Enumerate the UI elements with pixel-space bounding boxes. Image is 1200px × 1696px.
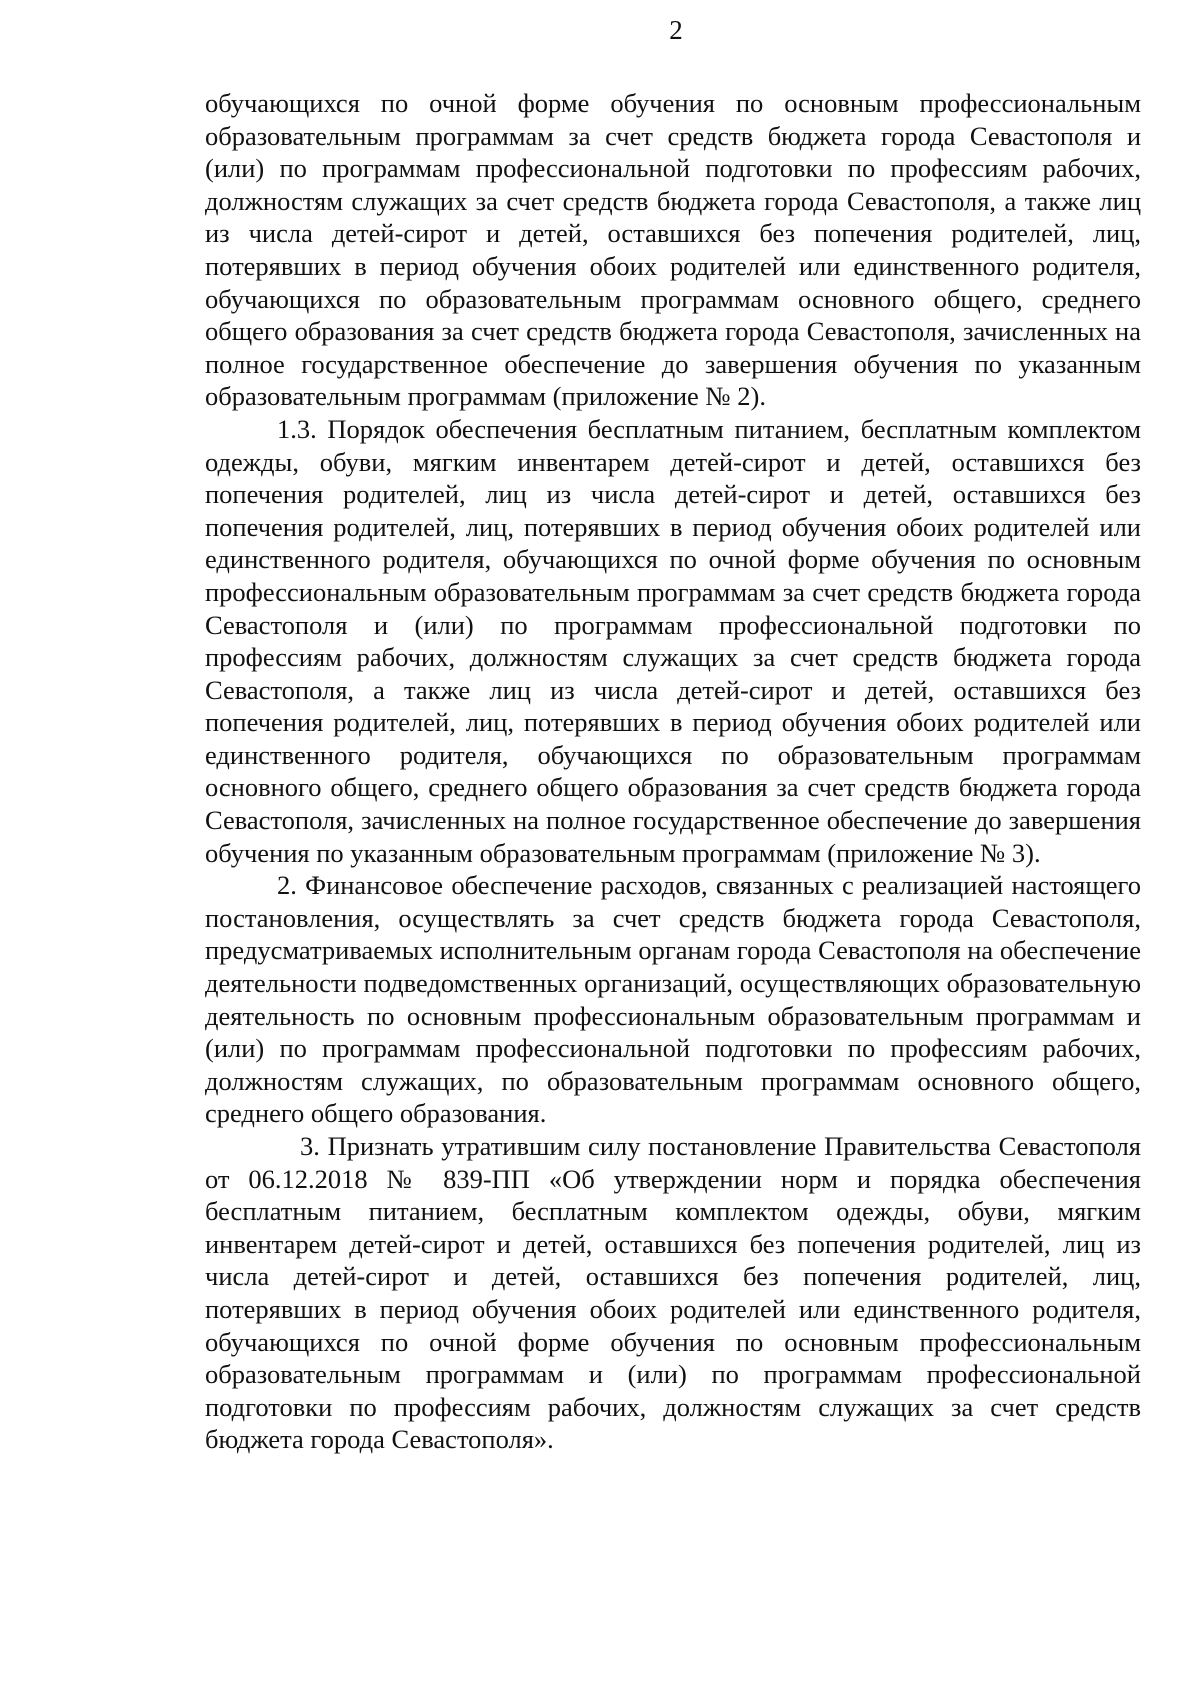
paragraph-continuation: обучающихся по очной форме обучения по основным профессиональным образовательным программам за счет средств бюджета города Севастополя и (или) по программам профессиональной подготовки по профессиям рабочих, должностям служащих за счет средств бюджета города Севастополя, а также лиц из числа детей-сирот и детей, оставшихся без попечения родителей, лиц, потерявших в период обучения обоих родителей или единственного родителя, обучающихся по образовательным программам основного общего, среднего общего образования за счет средств бюджета города Севастополя, зачисленных на полное государственное обеспечение до завершения обучения по указанным образовательным программам (приложение № 2). [205,88,1141,412]
paragraph-item-3: 3. Признать утратившим силу постановление Правительства Севастополя от 06.12.2018 № 839-ПП «Об утверждении норм и порядка обеспечения бесплатным питанием, бесплатным комплектом одежды, обуви, мягким инвентарем детей-сирот и детей, оставшихся без попечения родителей, лиц из числа детей-сирот и детей, оставшихся без попечения родителей, лиц, потерявших в период обучения обоих родителей или единственного родителя, обучающихся по очной форме обучения по основным профессиональным образовательным программам и (или) по программам профессиональной подготовки по профессиям рабочих, должностям служащих за счет средств бюджета города Севастополя». [205,1131,1141,1455]
paragraph-item-1-3: 1.3. Порядок обеспечения бесплатным питанием, бесплатным комплектом одежды, обуви, мягким инвентарем детей-сирот и детей, оставшихся без попечения родителей, лиц из числа детей-сирот и детей, оставшихся без попечения родителей, лиц, потерявших в период обучения обоих родителей или единственного родителя, обучающихся по очной форме обучения по основным профессиональным образовательным программам за счет средств бюджета города Севастополя и (или) по программам профессиональной подготовки по профессиям рабочих, должностям служащих за счет средств бюджета города Севастополя, а также лиц из числа детей-сирот и детей, оставшихся без попечения родителей, лиц, потерявших в период обучения обоих родителей или единственного родителя, обучающихся по образовательным программам основного общего, среднего общего образования за счет средств бюджета города Севастополя, зачисленных на полное государственное обеспечение до завершения обучения по указанным образовательным программам (приложение № 3). [205,413,1141,868]
page-number: 2 [669,15,683,45]
paragraph-item-2: 2. Финансовое обеспечение расходов, связанных с реализацией настоящего постановления, осуществлять за счет средств бюджета города Севастополя, предусматриваемых исполнительным органам города Севастополя на обеспечение деятельности подведомственных организаций, осуществляющих образовательную деятельность по основным профессиональным образовательным программам и (или) по программам профессиональной подготовки по профессиям рабочих, должностям служащих, по образовательным программам основного общего, среднего общего образования. [205,870,1141,1129]
document-body [205,87,1141,1456]
